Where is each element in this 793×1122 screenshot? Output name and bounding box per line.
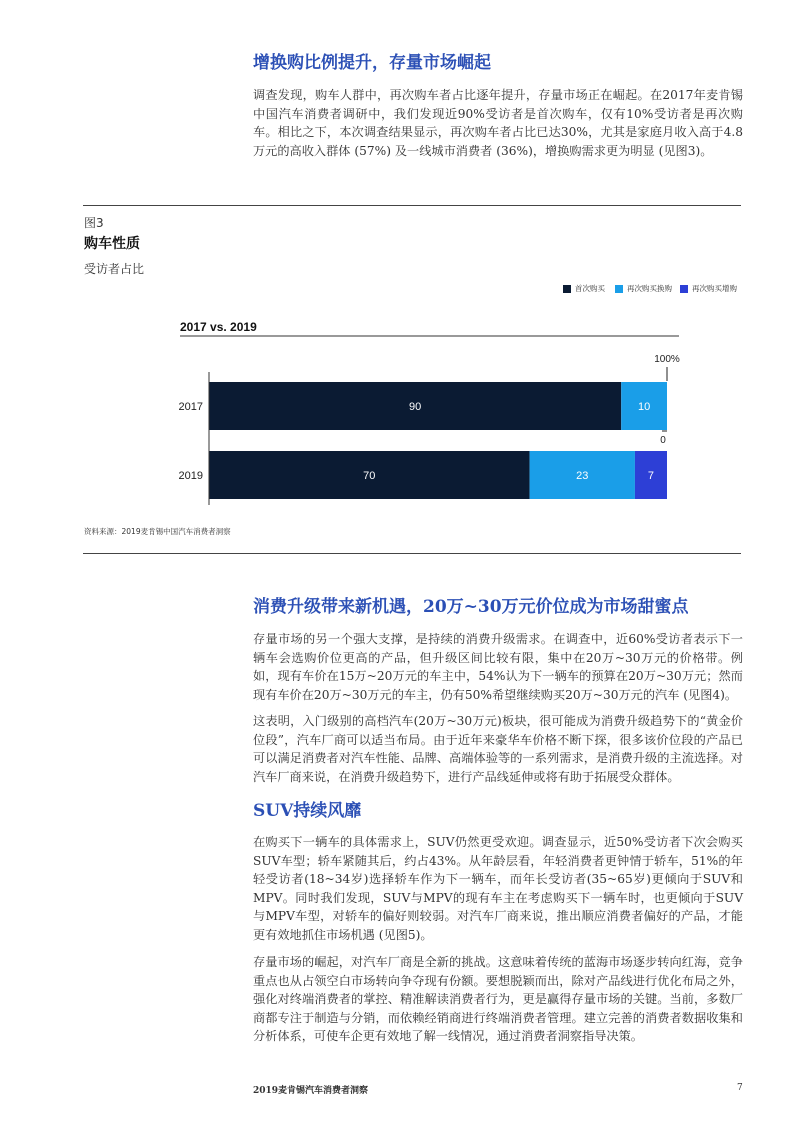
- footer-publication: 2019麦肯锡汽车消费者洞察: [253, 1086, 369, 1096]
- chart-title: 2017 vs. 2019: [180, 320, 257, 334]
- figure-bottom-divider: [83, 553, 741, 554]
- legend-label-additional: 再次购买增购: [692, 284, 737, 293]
- section-paragraph: 存量市场的另一个强大支撑，是持续的消费升级需求。在调查中，近60%受访者表示下一辆车会选购价位更高的产品，但升级区间比较有限，集中在20万~30万元的价格带。例如，现有车价在15万~20万元的车主中，54%认为下一辆车的预算在20万~30万元；然而现有车价在20万~30万元的车主，仍有50%希望继续购买20万~30万元的汽车 (见图4)。: [253, 632, 743, 702]
- section-paragraph: 在购买下一辆车的具体需求上，SUV仍然更受欢迎。调查显示，近50%受访者下次会购买SUV车型；轿车紧随其后，约占43%。从年龄层看，年轻消费者更钟情于轿车，51%的年轻受访者(18~34岁)选择轿车作为下一辆车，而年长受访者(35~65岁)更倾向于SUV和MPV。同时我们发现，SUV与MPV的现有车主在考虑购买下一辆车时，也更倾向于SUV与MPV车型，对轿车的偏好则较弱。对汽车厂商来说，推出顺应消费者偏好的产品，才能更有效地抓住市场机遇 (见图5)。: [253, 835, 743, 942]
- category-label: 2019: [178, 470, 203, 482]
- section-paragraph: 这表明，入门级别的高档汽车(20万~30万元)板块，很可能成为消费升级趋势下的“黄金价位段”，汽车厂商可以适当布局。由于近年来豪华车价格不断下探，很多该价位段的产品已可以满足消费者对汽车性能、品牌、高端体验等的一系列需求，是消费升级的主流选择。对汽车厂商来说，在消费升级趋势下，进行产品线延伸或将有助于拓展受众群体。: [253, 714, 743, 784]
- section-paragraph: 存量市场的崛起，对汽车厂商是全新的挑战。这意味着传统的蓝海市场逐步转向红海，竞争重点也从占领空白市场转向争夺现有份额。要想脱颖而出，除对产品线进行优化布局之外，强化对终端消费者的掌控、精准解读消费者行为，更是赢得存量市场的关键。当前，多数厂商都专注于制造与分销，而依赖经销商进行终端消费者管理。建立完善的消费者数据收集和分析体系，可使车企更有效地了解一线情况，通过消费者洞察指导决策。: [253, 955, 743, 1044]
- data-label: 23: [576, 470, 589, 482]
- section-heading-suv: SUV持续风靡: [253, 801, 362, 821]
- legend-label-first: 首次购买: [575, 284, 605, 293]
- legend-label-replace: 再次购买换购: [627, 284, 672, 293]
- data-label: 70: [363, 470, 376, 482]
- section-paragraph: 调查发现，购车人群中，再次购车者占比逐年提升，存量市场正在崛起。在2017年麦肯锡中国汽车消费者调研中，我们发现近90%受访者是首次购车，仅有10%受访者是再次购车。相比之下，本次调查结果显示，再次购车者占比已达30%，尤其是家庭月收入高于4.8万元的高收入群体 (57%) 及一线城市消费者 (36%)，增换购需求更为明显 (见图3)。: [253, 88, 743, 158]
- page-number: 7: [737, 1083, 743, 1093]
- data-label: 90: [408, 401, 422, 413]
- figure-title: 购车性质: [84, 236, 140, 252]
- annotation-100: 100%: [654, 354, 680, 365]
- data-label: 10: [637, 401, 651, 413]
- stacked-bar-chart: [0, 0, 793, 540]
- data-label: 7: [647, 470, 655, 482]
- annotation-0: 0: [660, 435, 666, 446]
- category-label: 2017: [178, 401, 203, 413]
- figure-subtitle: 受访者占比: [84, 262, 145, 276]
- figure-source: 资料来源：2019麦肯锡中国汽车消费者洞察: [84, 527, 231, 536]
- section-heading-upgrade: 消费升级带来新机遇，20万~30万元价位成为市场甜蜜点: [253, 597, 689, 617]
- figure-label: 图3: [84, 216, 104, 230]
- section-heading-replacement: 增换购比例提升，存量市场崛起: [253, 53, 491, 73]
